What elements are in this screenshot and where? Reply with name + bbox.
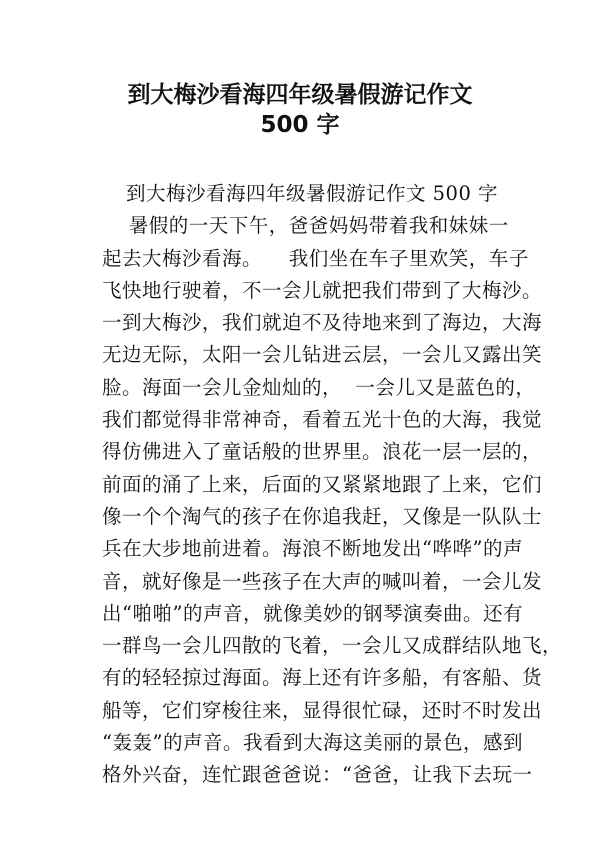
text-line: 飞快地行驶着，不一会儿就把我们带到了大梅沙。 bbox=[102, 278, 543, 302]
text-line: 出“啪啪”的声音，就像美妙的钢琴演奏曲。还有 bbox=[102, 601, 523, 625]
text-line: 起去大梅沙看海。 我们坐在车子里欢笑，车子 bbox=[102, 246, 529, 270]
text-line: 得仿佛进入了童话般的世界里。浪花一层一层的， bbox=[102, 440, 543, 464]
text-line: 脸。海面一会儿金灿灿的， 一会儿又是蓝色的， bbox=[102, 375, 536, 399]
text-line: “轰轰”的声音。我看到大海这美丽的景色，感到 bbox=[102, 731, 523, 755]
document-title-line-2: 500 字 bbox=[260, 112, 340, 138]
text-line: 一群鸟一会儿四散的飞着，一会儿又成群结队地飞， bbox=[102, 634, 563, 658]
document-body bbox=[102, 178, 563, 792]
text-line: 前面的涌了上来，后面的又紧紧地跟了上来，它们 bbox=[102, 472, 543, 496]
body-paragraph bbox=[102, 210, 563, 791]
text-line: 无边无际，太阳一会儿钻进云层，一会儿又露出笑 bbox=[102, 343, 543, 367]
text-line: 像一个个淘气的孩子在你追我赶，又像是一队队士 bbox=[102, 504, 543, 528]
text-line: 兵在大步地前进着。海浪不断地发出“哗哗”的声 bbox=[102, 537, 523, 561]
text-line: 暑假的一天下午，爸爸妈妈带着我和妹妹一 bbox=[102, 214, 509, 238]
text-line: 我们都觉得非常神奇，看着五光十色的大海，我觉 bbox=[102, 408, 543, 432]
text-line: 有的轻轻掠过海面。海上还有许多船，有客船、货 bbox=[102, 666, 543, 690]
text-line: 格外兴奋，连忙跟爸爸说：“爸爸，让我下去玩一 bbox=[102, 763, 533, 787]
text-line: 船等，它们穿梭往来，显得很忙碌，还时不时发出 bbox=[102, 698, 543, 722]
text-line: 一到大梅沙，我们就迫不及待地来到了海边，大海 bbox=[102, 311, 543, 335]
body-subtitle: 到大梅沙看海四年级暑假游记作文 500 字 bbox=[125, 182, 499, 205]
document-title-line-1: 到大梅沙看海四年级暑假游记作文 bbox=[127, 82, 473, 108]
text-line: 音，就好像是一些孩子在大声的喊叫着，一会儿发 bbox=[102, 569, 543, 593]
